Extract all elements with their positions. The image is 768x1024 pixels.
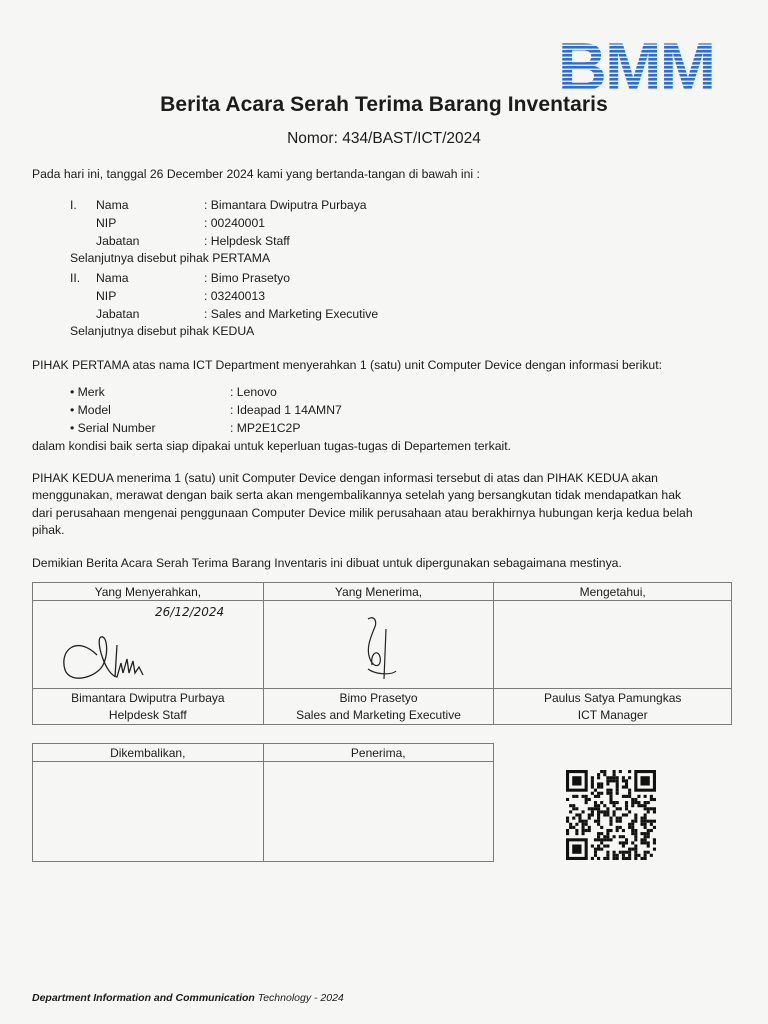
party1-jabatan-label: Jabatan xyxy=(96,234,140,248)
receiver-name-cell xyxy=(263,689,494,725)
giver-header: Yang Menyerahkan, xyxy=(33,583,264,601)
return-table xyxy=(32,743,494,862)
party1-jabatan-value: : Helpdesk Staff xyxy=(204,234,290,248)
party2-nip-label: NIP xyxy=(96,289,117,303)
party2-jabatan-value: : Sales and Marketing Executive xyxy=(204,307,379,321)
closing-text: Demikian Berita Acara Serah Terima Barang Inventaris ini dibuat untuk dipergunakan sebagaimana mestinya. xyxy=(32,556,622,570)
acknowledger-header: Mengetahui, xyxy=(494,583,732,601)
device-serial-value: : MP2E1C2P xyxy=(230,421,301,435)
document-number: Nomor: 434/BAST/ICT/2024 xyxy=(287,130,481,147)
party2-name-label: Nama xyxy=(96,271,129,285)
party1-role: Selanjutnya disebut pihak PERTAMA xyxy=(70,251,271,265)
agreement-line-3: dari perusahaan mengenai penggunaan Computer Device milik perusahaan atau berakhirnya hubungan kerja kedua belah xyxy=(32,506,693,520)
party2-jabatan-label: Jabatan xyxy=(96,307,140,321)
giver-signature xyxy=(57,615,167,685)
handover-text: PIHAK PERTAMA atas nama ICT Department menyerahkan 1 (satu) unit Computer Device dengan informasi berikut: xyxy=(32,358,662,372)
party1-nip-label: NIP xyxy=(96,216,117,230)
device-model-label: • Model xyxy=(70,403,111,417)
acknowledger-signature-cell xyxy=(494,601,732,689)
receiver-title: Sales and Marketing Executive xyxy=(296,708,461,722)
device-merk-label: • Merk xyxy=(70,385,105,399)
agreement-line-1: PIHAK KEDUA menerima 1 (satu) unit Computer Device dengan informasi tersebut di atas dan PIHAK KEDUA akan xyxy=(32,471,658,485)
footer-normal: Technology - 2024 xyxy=(254,992,344,1004)
giver-name-cell xyxy=(33,689,264,725)
giver-title: Helpdesk Staff xyxy=(108,708,187,722)
footer-text xyxy=(32,992,344,1004)
device-model-value: : Ideapad 1 14AMN7 xyxy=(230,403,342,417)
returned-header: Dikembalikan, xyxy=(33,744,264,762)
condition-text: dalam kondisi baik serta siap dipakai untuk keperluan tugas-tugas di Departemen terkait. xyxy=(32,439,511,453)
signature-table xyxy=(32,582,732,725)
footer-bold: Department Information and Communication xyxy=(32,992,255,1004)
device-serial-label: • Serial Number xyxy=(70,421,156,435)
party1-name-value: : Bimantara Dwiputra Purbaya xyxy=(204,198,367,212)
receiver-signature xyxy=(346,609,416,689)
giver-name: Bimantara Dwiputra Purbaya xyxy=(71,691,225,705)
party1-number: I. xyxy=(70,198,77,212)
device-merk-value: : Lenovo xyxy=(230,385,277,399)
party1-name-label: Nama xyxy=(96,198,129,212)
bmm-logo xyxy=(538,34,734,94)
receiver-header: Yang Menerima, xyxy=(263,583,494,601)
qr-code-icon xyxy=(566,770,656,860)
handwritten-date: 26/12/2024 xyxy=(155,605,225,619)
returned-signature-cell xyxy=(33,762,264,862)
receiver-name: Bimo Prasetyo xyxy=(339,691,418,705)
receiver-signature-cell xyxy=(263,601,494,689)
party2-nip-value: : 03240013 xyxy=(204,289,265,303)
party2-number: II. xyxy=(70,271,81,285)
party2-role: Selanjutnya disebut pihak KEDUA xyxy=(70,324,255,338)
document-title: Berita Acara Serah Terima Barang Inventaris xyxy=(160,93,608,116)
acknowledger-name: Paulus Satya Pamungkas xyxy=(543,691,682,705)
giver-signature-cell xyxy=(33,601,264,689)
return-receiver-signature-cell xyxy=(263,762,493,862)
agreement-line-2: menggunakan, merawat dengan baik serta akan mengembalikannya setelah yang bersangkutan tidak mendapatkan hak xyxy=(32,488,682,502)
return-receiver-header: Penerima, xyxy=(263,744,493,762)
acknowledger-name-cell xyxy=(494,689,732,725)
intro-text: Pada hari ini, tanggal 26 December 2024 kami yang bertanda-tangan di bawah ini : xyxy=(32,167,480,181)
agreement-line-4: pihak. xyxy=(32,523,65,537)
party2-name-value: : Bimo Prasetyo xyxy=(204,271,291,285)
svg-text:BMM: BMM xyxy=(557,34,715,94)
acknowledger-title: ICT Manager xyxy=(577,708,648,722)
party1-nip-value: : 00240001 xyxy=(204,216,265,230)
